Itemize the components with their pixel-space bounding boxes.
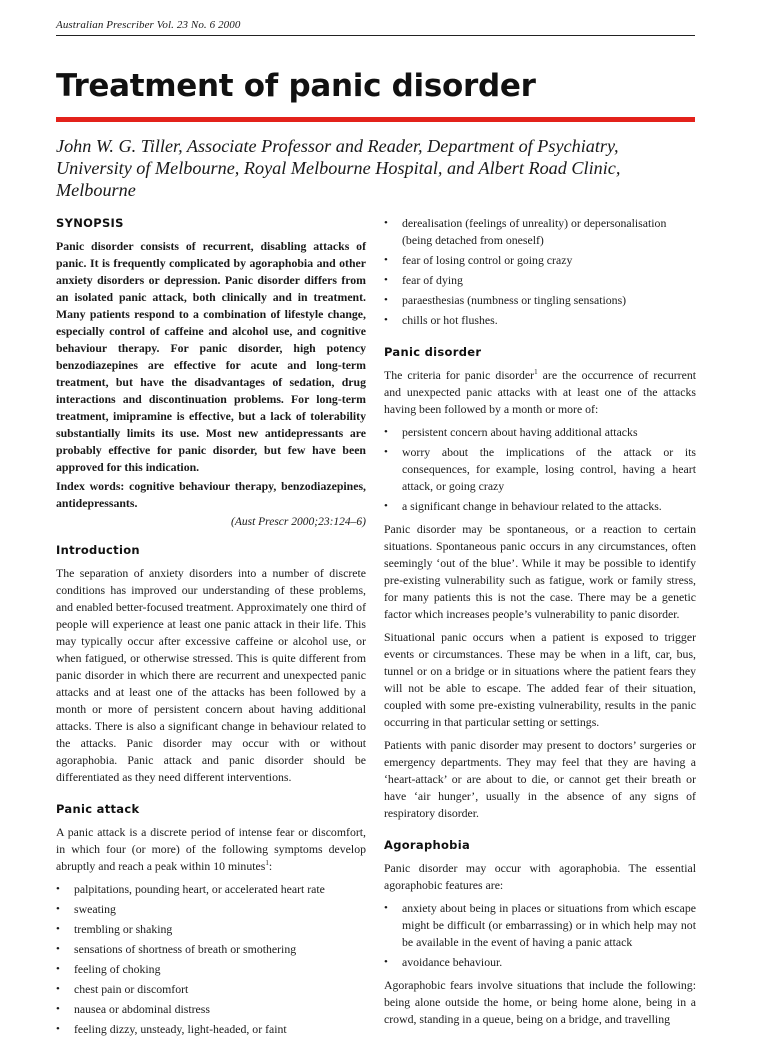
index-words: Index words: cognitive behaviour therapy, benzodiazepines, antidepressants. [56, 479, 366, 510]
list-item: • sweating [56, 902, 116, 916]
left-column [56, 215, 366, 1044]
list-item: • chills or hot flushes. [384, 313, 498, 327]
synopsis-citation: (Aust Prescr 2000;23:124–6) [231, 516, 366, 528]
list-item: • trembling or shaking [56, 922, 173, 936]
list-item: • anxiety about being in places or situations from which escape might be difficult (or embarrassing) or in which help may not be available in the event of having a panic attack [384, 901, 696, 949]
panic-attack-heading: Panic attack [56, 802, 140, 816]
introduction-heading: Introduction [56, 543, 140, 557]
author-affiliation: John W. G. Tiller, Associate Professor and Reader, Department of Psychiatry, University of Melbourne, Royal Melbourne Hospital, and Albert Road Clinic, Melbourne [56, 136, 621, 200]
panic-disorder-paragraph: Patients with panic disorder may present to doctors’ surgeries or emergency departments. They may feel that they are having a ‘heart-attack’ or are about to die, or cannot get their breath or have ‘air hunger’, usually in the absence of any signs of respiratory disorder. [384, 738, 696, 820]
list-item: • feeling dizzy, unsteady, light-headed, or faint [56, 1022, 287, 1036]
title-red-rule [56, 117, 695, 122]
list-item: • nausea or abdominal distress [56, 1002, 210, 1016]
journal-citation: Australian Prescriber Vol. 23 No. 6 2000 [56, 19, 241, 31]
list-item: • derealisation (feelings of unreality) or depersonalisation (being detached from oneself) [384, 216, 667, 247]
agoraphobia-paragraph: Agoraphobic fears involve situations that include the following: being alone outside the home, or being home alone, being in a crowd, standing in a queue, being on a bridge, and travelling [384, 978, 696, 1026]
agoraphobia-heading: Agoraphobia [384, 838, 471, 852]
list-item: • fear of losing control or going crazy [384, 253, 573, 267]
list-item: • chest pain or discomfort [56, 982, 189, 996]
list-item: • sensations of shortness of breath or smothering [56, 942, 297, 956]
panic-disorder-intro: The criteria for panic disorder$^1$ are the occurrence of recurrent and unexpected panic attacks with at least one of the attacks having been followed by a month or more of: [384, 368, 696, 416]
symptom-list [56, 881, 366, 1038]
article-title: Treatment of panic disorder [56, 68, 536, 104]
panic-disorder-heading: Panic disorder [384, 345, 482, 359]
top-rule [56, 35, 695, 36]
introduction-paragraph: The separation of anxiety disorders into a number of discrete conditions has improved our understanding of these problems, and enabled better-focused treatment. Approximately one third of people will experience at least one panic attack in their life. This may typically occur after excessive caffeine or alcohol use, or when fatigued, or otherwise stressed. This is quite different from panic disorder in which there are recurrent and unexpected panic attacks and at least one of the attacks has been followed by a month or more of persistent concern about having additional attacks. There is also a significant change in behaviour related to the attacks. Panic disorder may occur with or without agoraphobia. Panic attack and panic disorder should be differentiated as they need different interventions. [56, 566, 366, 784]
list-item: • feeling of choking [56, 962, 161, 976]
list-item: • a significant change in behaviour related to the attacks. [384, 499, 662, 513]
symptom-list-continued [384, 215, 696, 329]
panic-attack-intro: A panic attack is a discrete period of intense fear or discomfort, in which four (or more) of the following symptoms develop abruptly and reach a peak within 10 minutes$^1$: [56, 825, 366, 873]
list-item: • worry about the implications of the attack or its consequences, for example, losing control, having a heart attack, or going crazy [384, 445, 696, 493]
list-item: • avoidance behaviour. [384, 955, 503, 969]
panic-disorder-paragraph: Panic disorder may be spontaneous, or a reaction to certain situations. Spontaneous panic occurs in any circumstances, often seemingly ‘out of the blue’. While it may be possible to identify pre-existing vulnerability such as fatigue, work or family stress, for many patients this is not the case. There may be a genetic factor which increases people’s vulnerability to panic disorder. [384, 522, 696, 621]
list-item: • persistent concern about having additional attacks [384, 425, 638, 439]
synopsis-heading: SYNOPSIS [56, 216, 124, 230]
right-column [384, 215, 696, 1034]
panic-disorder-paragraph: Situational panic occurs when a patient is exposed to trigger events or circumstances. These may be when in a lift, car, bus, tunnel or on a bridge or in situations where the patient fears they will not be able to escape. The added fear of their situation, coupled with some pre-existing vulnerability, results in the panic occurring in that particular setting or settings. [384, 630, 696, 729]
list-item: • fear of dying [384, 273, 463, 287]
agoraphobia-intro: Panic disorder may occur with agoraphobia. The essential agoraphobic features are: [384, 861, 696, 892]
list-item: • palpitations, pounding heart, or accelerated heart rate [56, 882, 325, 896]
list-item: • paraesthesias (numbness or tingling sensations) [384, 293, 627, 307]
reference-marker: 1 [265, 859, 269, 868]
agoraphobia-features-list [384, 900, 696, 971]
criteria-list [384, 424, 696, 515]
reference-marker: 1 [534, 368, 538, 377]
synopsis-text: Panic disorder consists of recurrent, disabling attacks of panic. It is frequently complicated by agoraphobia and other anxiety disorders or depression. Panic disorder differs from an isolated panic attack, both clinically and in treatment. Many patients respond to a combination of lifestyle change, especially control of caffeine and alcohol use, and cognitive behaviour therapy. For panic disorder, high potency benzodiazepines are effective for acute and long-term treatment, but have the disadvantages of sedation, drug interactions and discontinuation problems. For long-term treatment, imipramine is effective, but a lack of tolerability substantially limits its use. Most new antidepressants are probably effective for panic disorder, but few have been approved for this indication. [56, 239, 366, 474]
